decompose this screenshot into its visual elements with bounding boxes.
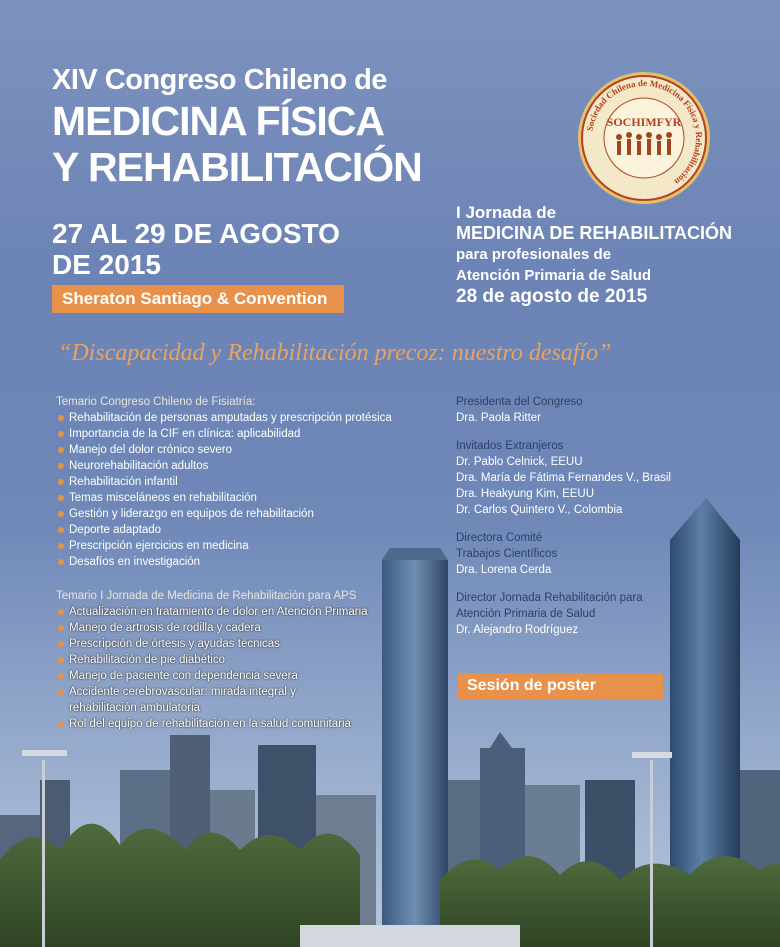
list-item: Rehabilitación infantil bbox=[56, 474, 392, 490]
list-item: Desafíos en investigación bbox=[56, 554, 392, 570]
invitado-name: Dr. Pablo Celnick, EEUU bbox=[456, 456, 583, 468]
jornada-date: 28 de agosto de 2015 bbox=[456, 286, 648, 307]
temario-congreso-title: Temario Congreso Chileno de Fisiatría: bbox=[56, 396, 256, 408]
presidenta-name: Dra. Paola Ritter bbox=[456, 412, 542, 424]
logo-acronym: SOCHIMFYR bbox=[606, 115, 682, 129]
jornada-line1: I Jornada de bbox=[456, 203, 557, 222]
presidenta-label: Presidenta del Congreso bbox=[456, 396, 583, 408]
directora-block bbox=[456, 530, 671, 578]
list-item: Neurorehabilitación adultos bbox=[56, 458, 392, 474]
list-item: Accidente cerebrovascular: mirada integral y rehabilitación ambulatoria bbox=[56, 684, 329, 716]
list-item: Prescripción de órtesis y ayudas técnicas bbox=[56, 636, 368, 652]
jornada-line4: Atención Primaria de Salud bbox=[456, 267, 652, 284]
list-item: Temas misceláneos en rehabilitación bbox=[56, 490, 392, 506]
presidenta-block bbox=[456, 394, 671, 426]
list-item: Rehabilitación de personas amputadas y prescripción protésica bbox=[56, 410, 392, 426]
temario-congreso bbox=[56, 394, 392, 570]
list-item: Rol del equipo de rehabilitación en la salud comunitaria bbox=[56, 716, 368, 732]
congress-title-line2: Y REHABILITACIÓN bbox=[52, 144, 422, 190]
temario-jornada-title: Temario I Jornada de Medicina de Rehabilitación para APS bbox=[56, 590, 357, 602]
slogan: “Discapacidad y Rehabilitación precoz: nuestro desafío” bbox=[58, 340, 612, 366]
jornada-line3: para profesionales de bbox=[456, 246, 612, 263]
organizers-column bbox=[456, 394, 671, 650]
director-block bbox=[456, 590, 671, 638]
directora-name: Dra. Lorena Cerda bbox=[456, 564, 552, 576]
invitados-label: Invitados Extranjeros bbox=[456, 440, 564, 452]
director-label: Director Jornada Rehabilitación para Atención Primaria de Salud bbox=[456, 592, 643, 620]
jornada-line2: MEDICINA DE REHABILITACIÓN bbox=[456, 223, 732, 243]
invitado-name: Dra. María de Fátima Fernandes V., Brasil bbox=[456, 472, 671, 484]
list-item: Manejo de artrosis de rodilla y cadera bbox=[56, 620, 368, 636]
venue-badge: Sheraton Santiago & Convention bbox=[52, 285, 344, 313]
event-dates: 27 AL 29 DE AGOSTO DE 2015 bbox=[52, 218, 340, 280]
invitados-block bbox=[456, 438, 671, 518]
list-item: Actualización en tratamiento de dolor en Atención Primaria bbox=[56, 604, 368, 620]
temario-congreso-list bbox=[56, 410, 392, 570]
directora-label: Directora Comité Trabajos Científicos bbox=[456, 532, 558, 560]
jornada-info bbox=[456, 202, 732, 307]
temario-jornada-list bbox=[56, 604, 368, 732]
list-item: Manejo del dolor crónico severo bbox=[56, 442, 392, 458]
invitado-name: Dr. Carlos Quintero V., Colombia bbox=[456, 504, 623, 516]
sochimfyr-logo bbox=[577, 71, 711, 205]
list-item: Gestión y liderazgo en equipos de rehabilitación bbox=[56, 506, 392, 522]
congress-subtitle: XIV Congreso Chileno de bbox=[52, 64, 387, 96]
logo-ring-text: Sociedad Chilena de Medicina Física y Rehabilitación bbox=[584, 77, 705, 187]
list-item: Deporte adaptado bbox=[56, 522, 392, 538]
list-item: Rehabilitación de pie diabético bbox=[56, 652, 368, 668]
list-item: Manejo de paciente con dependencia severa bbox=[56, 668, 368, 684]
list-item: Prescripción ejercicios en medicina bbox=[56, 538, 392, 554]
congress-title-line1: MEDICINA FÍSICA bbox=[52, 98, 384, 144]
list-item: Importancia de la CIF en clínica: aplicabilidad bbox=[56, 426, 392, 442]
temario-jornada bbox=[56, 588, 368, 732]
director-name: Dr. Alejandro Rodríguez bbox=[456, 624, 579, 636]
poster-session-button[interactable]: Sesión de poster bbox=[457, 673, 663, 699]
invitado-name: Dra. Heakyung Kim, EEUU bbox=[456, 488, 595, 500]
